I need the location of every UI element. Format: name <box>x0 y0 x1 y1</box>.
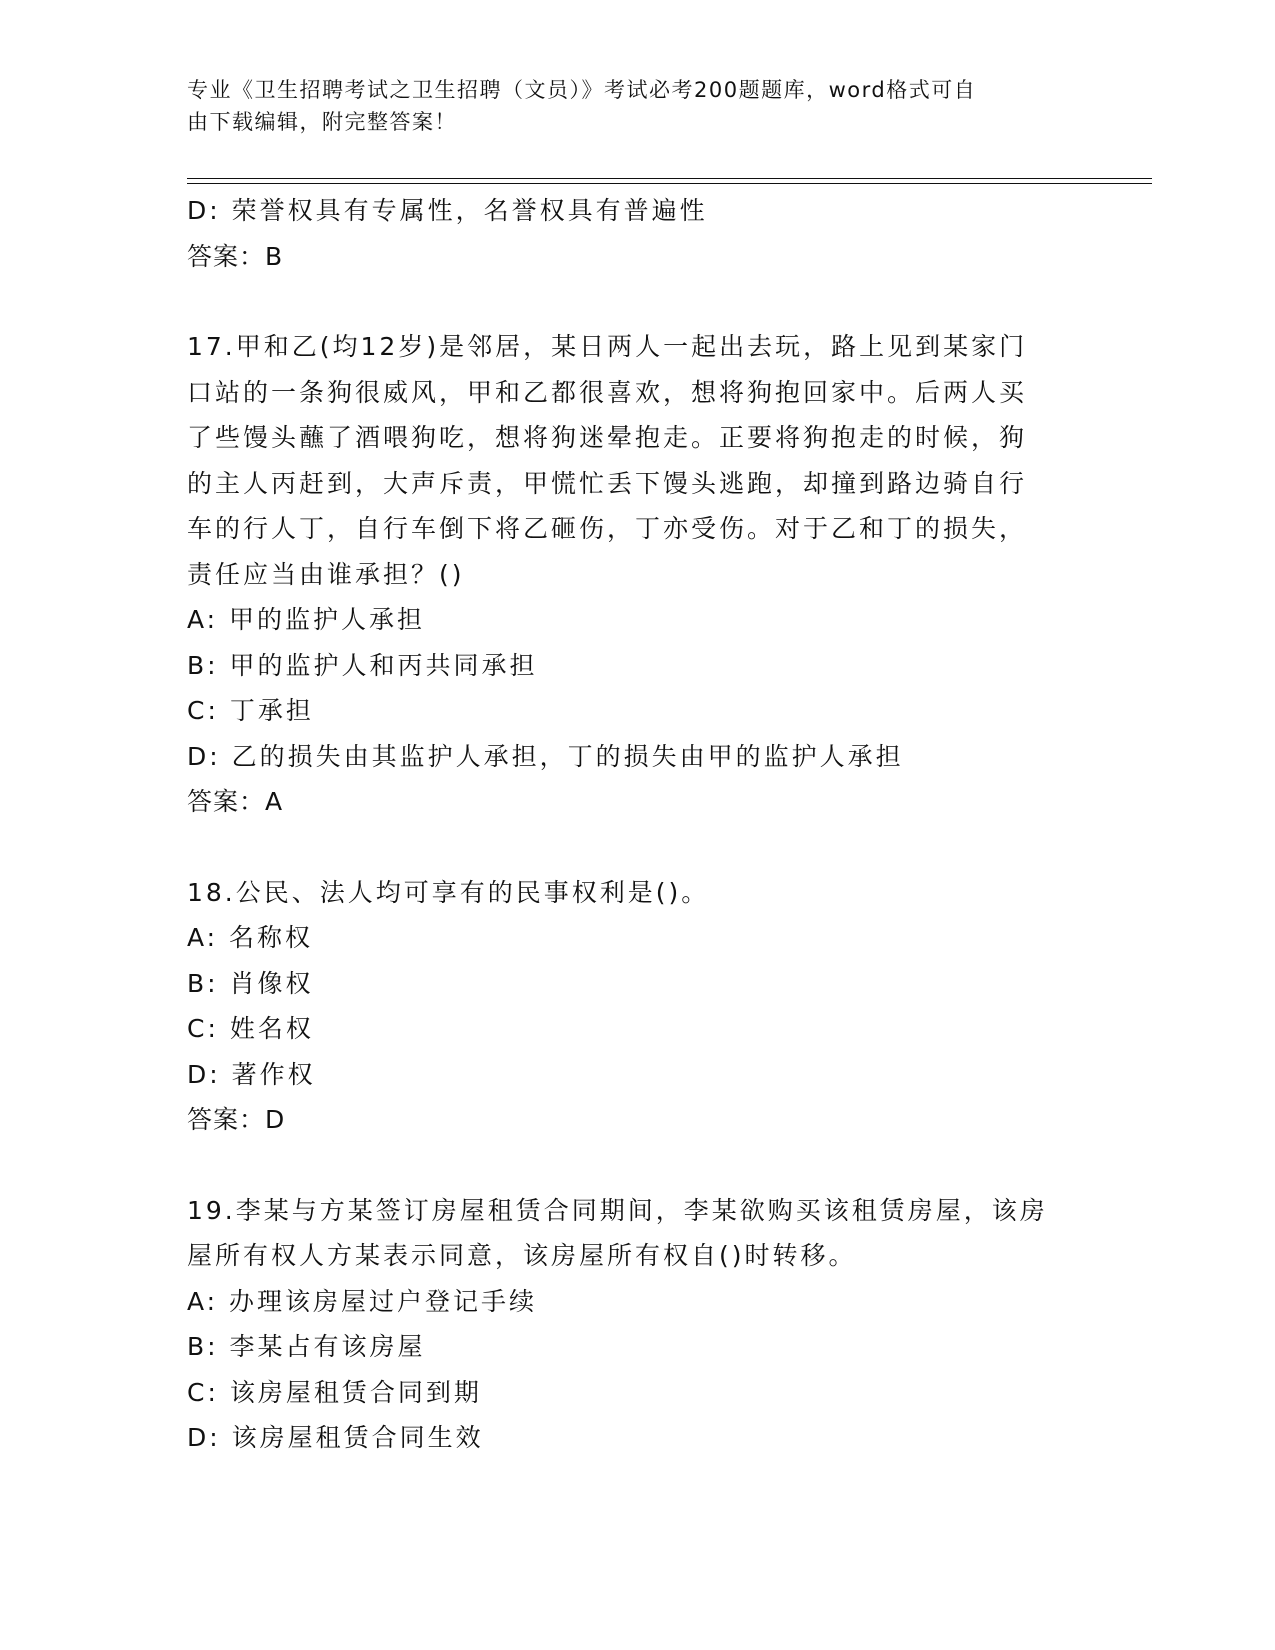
question-spacer <box>187 279 1087 324</box>
answer-line: 答案：A <box>187 787 284 816</box>
question-stem-line: 了些馒头蘸了酒喂狗吃，想将狗迷晕抱走。正要将狗抱走的时候，狗 <box>187 423 1028 452</box>
option-d: D: 乙的损失由其监护人承担，丁的损失由甲的监护人承担 <box>187 741 904 771</box>
answer-line: 答案：D <box>187 1105 286 1134</box>
document-header <box>187 74 1067 138</box>
question-stem <box>187 870 1087 916</box>
option-a: A: 名称权 <box>187 923 314 952</box>
option-c: C: 丁承担 <box>187 696 314 725</box>
question-spacer <box>187 1143 1087 1188</box>
question-stem-line: 17.甲和乙(均12岁)是邻居，某日两人一起出去玩，路上见到某家门 <box>187 332 1028 361</box>
option-b: B: 李某占有该房屋 <box>187 1332 426 1361</box>
prev-question-tail <box>187 188 1087 279</box>
option-d: D: 荣誉权具有专属性，名誉权具有普遍性 <box>187 196 708 225</box>
question-stem-line: 屋所有权人方某表示同意，该房屋所有权自()时转移。 <box>187 1241 857 1270</box>
option-a: A: 办理该房屋过户登记手续 <box>187 1286 538 1316</box>
header-line-1: 专业《卫生招聘考试之卫生招聘（文员）》考试必考200题题库，word格式可自 <box>187 78 977 102</box>
header-line-2: 由下载编辑，附完整答案！ <box>187 110 457 134</box>
option-c: C: 姓名权 <box>187 1014 314 1043</box>
question-stem-line: 19.李某与方某签订房屋租赁合同期间，李某欲购买该租赁房屋，该房 <box>187 1195 1048 1225</box>
question-19 <box>187 1188 1087 1461</box>
question-stem-line: 车的行人丁，自行车倒下将乙砸伤，丁亦受伤。对于乙和丁的损失， <box>187 514 1028 543</box>
question-stem-line: 口站的一条狗很威风，甲和乙都很喜欢，想将狗抱回家中。后两人买 <box>187 377 1028 407</box>
question-17 <box>187 324 1087 825</box>
option-d: D: 著作权 <box>187 1059 316 1089</box>
header-rule-bottom <box>187 183 1152 184</box>
question-stem <box>187 1188 1087 1279</box>
question-stem <box>187 324 1087 597</box>
question-spacer <box>187 825 1087 870</box>
option-d: D: 该房屋租赁合同生效 <box>187 1423 484 1452</box>
option-a: A: 甲的监护人承担 <box>187 605 426 634</box>
question-stem-line: 的主人丙赶到，大声斥责，甲慌忙丢下馒头逃跑，却撞到路边骑自行 <box>187 468 1028 498</box>
question-18 <box>187 870 1087 1143</box>
document-body <box>187 188 1087 1461</box>
question-stem-line: 责任应当由谁承担？() <box>187 559 465 589</box>
option-b: B: 肖像权 <box>187 968 314 998</box>
option-c: C: 该房屋租赁合同到期 <box>187 1377 482 1407</box>
question-stem-line: 18.公民、法人均可享有的民事权利是()。 <box>187 877 710 907</box>
answer-line: 答案：B <box>187 241 284 271</box>
header-rule-top <box>187 178 1152 179</box>
option-b: B: 甲的监护人和丙共同承担 <box>187 650 538 680</box>
